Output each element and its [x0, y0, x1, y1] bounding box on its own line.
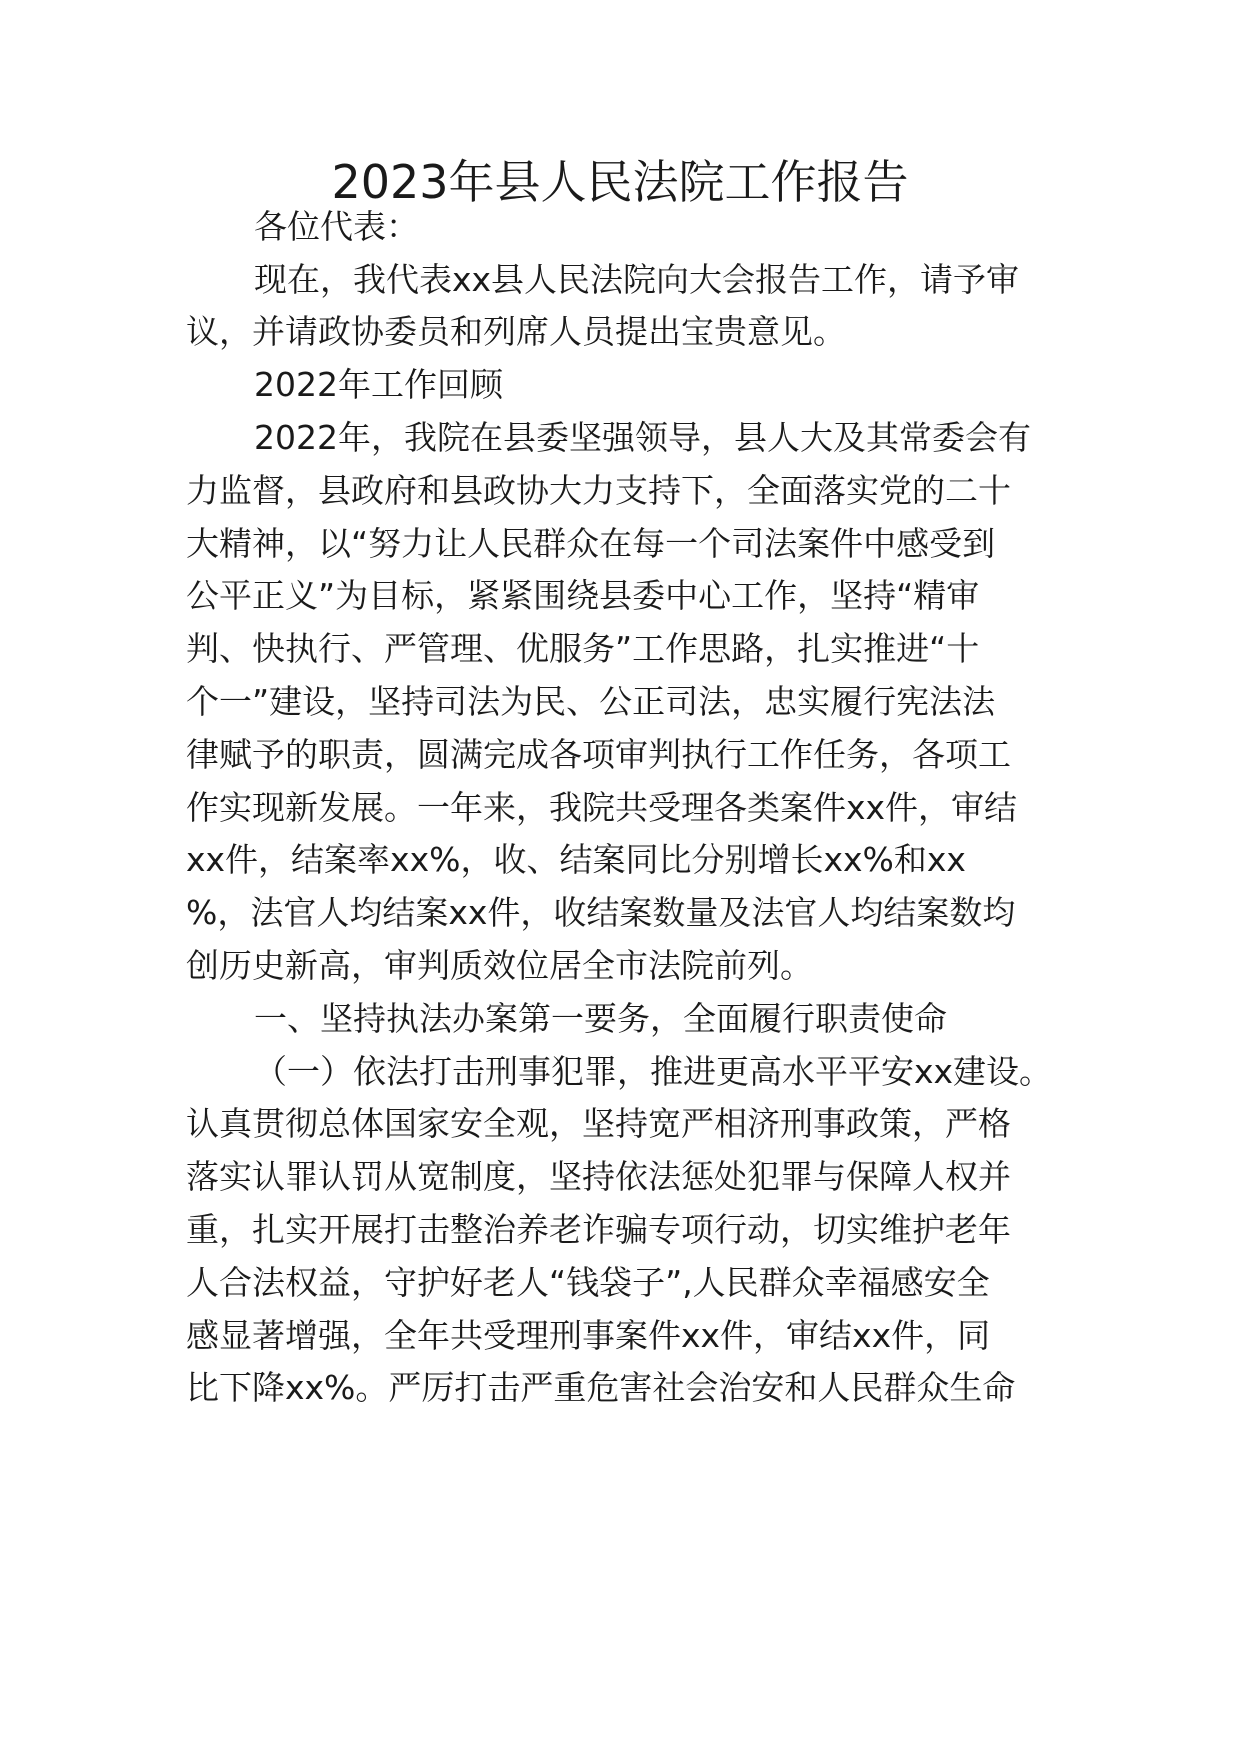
body-line: xx件，结案率xx%，收、结案同比分别增长xx%和xx [186, 840, 966, 879]
body-line: 律赋予的职责，圆满完成各项审判执行工作任务，各项工 [186, 735, 1011, 774]
body-line: %，法官人均结案xx件，收结案数量及法官人均结案数均 [186, 893, 1016, 932]
document-title: 2023年县人民法院工作报告 [331, 155, 909, 209]
body-line: 大精神，以“努力让人民群众在每一个司法案件中感受到 [186, 524, 996, 563]
body-line: 议，并请政协委员和列席人员提出宝贵意见。 [186, 312, 846, 351]
body-line: 比下降xx%。严厉打击严重危害社会治安和人民群众生命 [186, 1368, 1016, 1407]
section-heading: 2022年工作回顾 [254, 365, 503, 404]
body-line: 重，扎实开展打击整治养老诈骗专项行动，切实维护老年 [186, 1210, 1011, 1249]
body-line: 创历史新高，审判质效位居全市法院前列。 [186, 946, 813, 985]
body-line: 力监督，县政府和县政协大力支持下，全面落实党的二十 [186, 471, 1011, 510]
body-line: 2022年，我院在县委坚强领导，县人大及其常委会有 [254, 418, 1031, 457]
body-line: 感显著增强，全年共受理刑事案件xx件，审结xx件，同 [186, 1316, 991, 1355]
body-line: 判、快执行、严管理、优服务”工作思路，扎实推进“十 [186, 629, 980, 668]
section-heading: 一、坚持执法办案第一要务，全面履行职责使命 [254, 999, 947, 1038]
body-line: 现在，我代表xx县人民法院向大会报告工作，请予审 [254, 260, 1020, 299]
body-line: 认真贯彻总体国家安全观，坚持宽严相济刑事政策，严格 [186, 1104, 1011, 1143]
body-line: 公平正义”为目标，紧紧围绕县委中心工作，坚持“精审 [186, 576, 980, 615]
body-line: 落实认罪认罚从宽制度，坚持依法惩处犯罪与保障人权并 [186, 1157, 1011, 1196]
body-line: 作实现新发展。一年来，我院共受理各类案件xx件，审结 [186, 788, 1018, 827]
body-line: 人合法权益，守护好老人“钱袋子”,人民群众幸福感安全 [186, 1263, 990, 1302]
subsection-heading: （一）依法打击刑事犯罪，推进更高水平平安xx建设。 [254, 1052, 1053, 1091]
salutation: 各位代表： [254, 207, 419, 246]
body-line: 个一”建设，坚持司法为民、公正司法，忠实履行宪法法 [186, 682, 996, 721]
